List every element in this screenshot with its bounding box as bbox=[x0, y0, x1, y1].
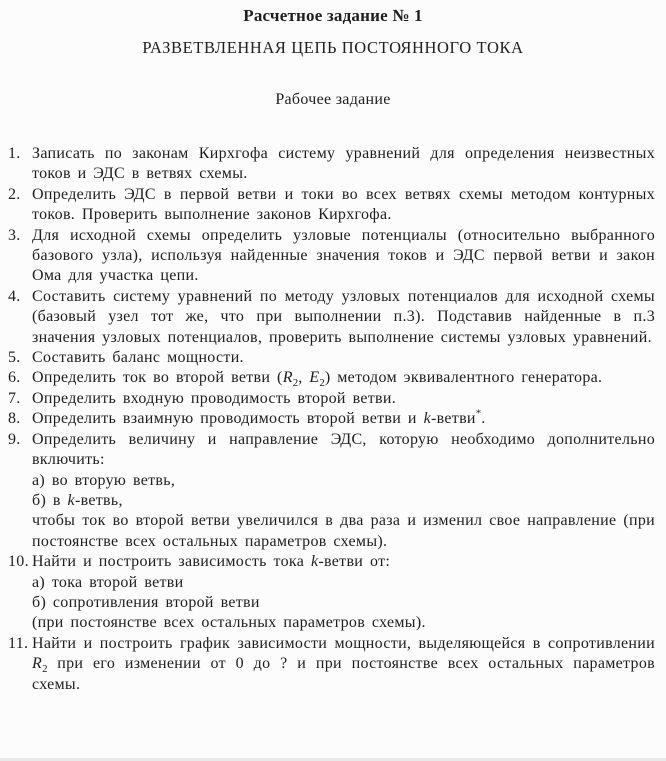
task-item-9 bbox=[8, 430, 655, 552]
task-item-3 bbox=[8, 226, 655, 287]
section-heading: Рабочее задание bbox=[275, 91, 391, 108]
item-number: 6. bbox=[8, 369, 21, 387]
item-paragraph: Составить баланс мощности. bbox=[32, 349, 244, 367]
task-list bbox=[8, 144, 655, 695]
item-subitem-b: б) сопротивления второй ветви bbox=[32, 593, 260, 611]
item-number: 2. bbox=[8, 185, 21, 203]
item-body bbox=[32, 368, 655, 388]
item-paragraph: Найти и построить график зависимости мощности, выделяющейся в сопротивлении $R_2$ при его изменении от 0 до ? и при постоянстве всех остальных параметров схемы. bbox=[32, 634, 655, 693]
item-body bbox=[32, 430, 655, 552]
item-paragraph: Определить ток во второй ветви ($R_2$, $E_2$) методом эквивалентного генератора. bbox=[32, 369, 603, 390]
item-number: 7. bbox=[8, 389, 21, 407]
item-body bbox=[32, 552, 655, 634]
item-paragraph: Определить величину и направление ЭДС, которую необходимо дополнительно включить: bbox=[32, 430, 655, 469]
item-number: 4. bbox=[8, 287, 21, 305]
item-subitem-a: а) во вторую ветвь, bbox=[32, 471, 176, 489]
item-number: 9. bbox=[8, 430, 21, 448]
task-item-10 bbox=[8, 552, 655, 634]
item-body bbox=[32, 409, 655, 429]
item-body bbox=[32, 226, 655, 287]
doc-title: Расчетное задание № 1 bbox=[243, 6, 423, 25]
item-number: 3. bbox=[8, 226, 21, 244]
item-body bbox=[32, 287, 655, 348]
item-body bbox=[32, 634, 655, 695]
item-subitem-a: а) тока второй ветви bbox=[32, 573, 184, 591]
doc-subtitle: РАЗВЕТВЛЕННАЯ ЦЕПЬ ПОСТОЯННОГО ТОКА bbox=[142, 38, 524, 57]
item-paragraph: Определить ЭДС в первой ветви и токи во всех ветвях схемы методом контурных токов. Проверить выполнение законов Кирхгофа. bbox=[32, 185, 655, 224]
item-paragraph: Найти и построить зависимость тока k-ветви от: bbox=[32, 553, 391, 571]
item-paragraph: Составить систему уравнений по методу узловых потенциалов для исходной схемы (базовый узел тот же, что при выполнении п.3). Подставив найденные в п.3 значения узловых потенциалов, проверить выполнение системы узловых уравнений. bbox=[32, 287, 655, 346]
item-paragraph: Определить взаимную проводимость второй ветви и k-ветви*. bbox=[32, 407, 486, 428]
task-item-7 bbox=[8, 389, 655, 409]
item-number: 11. bbox=[8, 634, 29, 652]
item-number: 10. bbox=[8, 553, 29, 571]
task-item-5 bbox=[8, 348, 655, 368]
task-item-4 bbox=[8, 287, 655, 348]
item-body bbox=[32, 348, 655, 368]
task-item-2 bbox=[8, 185, 655, 226]
item-subitem-b: б) в k-ветвь, bbox=[32, 491, 123, 509]
item-number: 8. bbox=[8, 410, 21, 428]
task-item-11 bbox=[8, 634, 655, 695]
item-paragraph: Определить входную проводимость второй ветви. bbox=[32, 389, 397, 407]
item-body bbox=[32, 144, 655, 185]
task-item-6 bbox=[8, 368, 655, 388]
item-number: 5. bbox=[8, 349, 21, 367]
item-number: 1. bbox=[8, 145, 21, 162]
item-paragraph: (при постоянстве всех остальных параметров схемы). bbox=[32, 614, 426, 632]
item-paragraph: Записать по законам Кирхгофа систему уравнений для определения неизвестных токов и ЭДС в ветвях схемы. bbox=[32, 145, 655, 183]
task-item-8 bbox=[8, 409, 655, 429]
item-body bbox=[32, 389, 655, 409]
item-body bbox=[32, 185, 655, 226]
item-paragraph: чтобы ток во второй ветви увеличился в два раза и изменил свое направление (при постоянстве всех остальных параметров схемы). bbox=[32, 512, 655, 550]
task-item-1 bbox=[8, 144, 655, 185]
item-paragraph: Для исходной схемы определить узловые потенциалы (относительно выбранного базового узла), используя найденные значения токов и ЭДС первой ветви и закон Ома для участка цепи. bbox=[32, 226, 655, 285]
